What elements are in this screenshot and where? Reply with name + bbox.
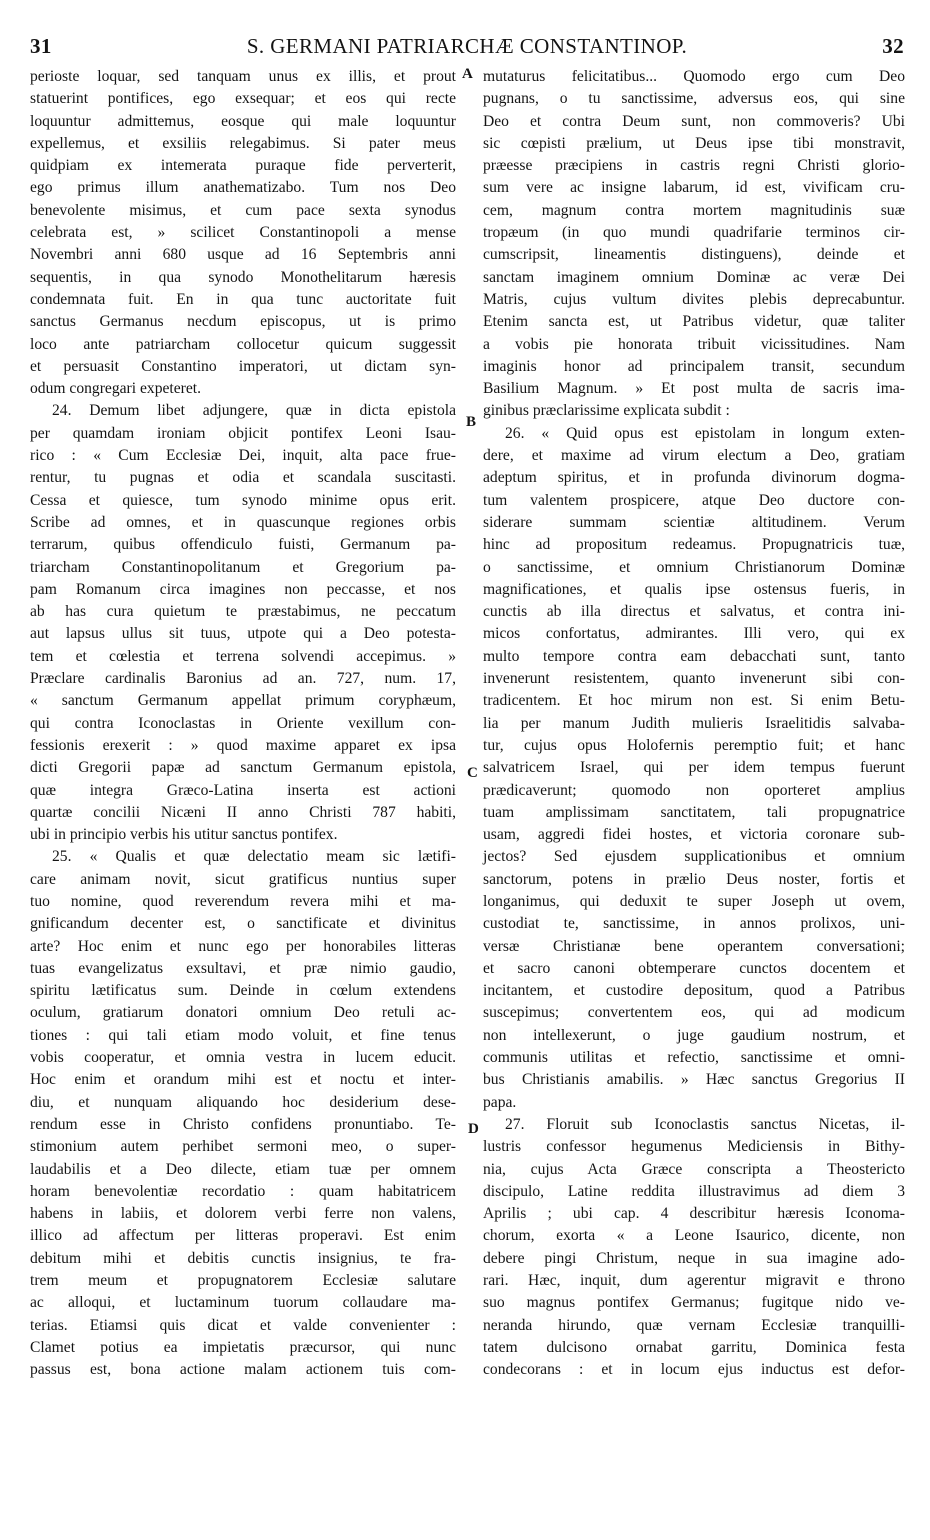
text-line: adeptum spiritus, et in profunda divinorum dogma- <box>483 469 905 487</box>
text-line: vobis cooperatur, et omnia vestra in lucem educit. <box>30 1049 456 1067</box>
page-number-right: 32 <box>882 34 904 58</box>
text-line: a vobis pie honorata tribuit vicissitudines. Nam <box>483 335 905 353</box>
text-line: lustris confessor hegumenus Mediciensis in Bithy- <box>483 1138 905 1156</box>
text-line: sequentis, in qua synodo Monothelitarum hæresis <box>30 268 456 286</box>
text-line: usam, aggredi fidei hostes, et victoria coronare sub- <box>483 826 905 844</box>
text-line: et sacro canoni obtemperare cunctos docentem et <box>483 959 905 977</box>
text-line: debere pingi Christum, neque in sua imagine ado- <box>483 1249 905 1267</box>
text-line: magnificationes, et qualis ipse ostensus fueris, in <box>483 580 905 598</box>
text-line: salvatricem Israel, qui per idem tempus fuerunt <box>483 759 905 777</box>
text-line: fessionis erexerit : » quod maxime apparet ex ipsa <box>30 736 456 754</box>
text-line: triarcham Constantinopolitanum et Gregorium pa- <box>30 558 456 576</box>
text-line: pam Romanum circa imagines non peccasse, et nos <box>30 580 456 598</box>
text-line: terias. Etiamsi quis dicat et valde convenienter : <box>30 1316 456 1334</box>
text-line: sic cœpisti prælium, ut Deus ipse tibi monstravit, <box>483 134 905 152</box>
text-line: habens in labiis, et dolorem verbi ferre non valens, <box>30 1205 456 1223</box>
text-line: Scribe ad omnes, et in quascunque regiones orbis <box>30 513 456 531</box>
text-line: Aprilis ; ubi cap. 4 describitur hæresis Iconoma- <box>483 1205 905 1223</box>
text-line: imaginis honor ad principalem transit, secundum <box>483 357 905 375</box>
text-line: ubi in principio verbis his utitur sanctus pontifex. <box>30 826 338 844</box>
text-line: 25. « Qualis et quæ delectatio meam sic lætifi- <box>52 848 456 866</box>
text-line: communis utilitas et refectio, sanctissime et omni- <box>483 1049 905 1067</box>
text-line: Deo et contra Deum sunt, non commoveris? Ubi <box>483 112 905 130</box>
text-line: statuerint pontifices, ego exsequar; et eos qui recte <box>30 90 456 108</box>
text-line: prædicaverunt; quomodo non oporteret amplius <box>483 781 905 799</box>
text-line: tiones : qui tali etiam modo voluit, et fine tenus <box>30 1026 456 1044</box>
text-line: tatem dulcisono ornabat garritu, Dominica festa <box>483 1338 905 1356</box>
text-line: lia per manum Judith mulieris Israelitidis salvaba- <box>483 714 905 732</box>
text-line: 24. Demum libet adjungere, quæ in dicta epistola <box>52 402 456 420</box>
text-line: qui contra Iconoclastas in Oriente vexillum con- <box>30 714 456 732</box>
text-line: spiritu lætificatus sum. Deinde in cœlum extendens <box>30 982 456 1000</box>
running-header <box>30 34 904 64</box>
margin-marker-c: C <box>467 765 478 781</box>
text-line: incitantem, et custodire depositum, quod a Patribus <box>483 982 905 1000</box>
text-line: trem meum et propugnatorem Ecclesiæ salutare <box>30 1272 456 1290</box>
text-line: præesse præcipiens in castris regni Christi glorio- <box>483 157 905 175</box>
text-line: multo tempore contra eam debacchati sunt, tanto <box>483 647 905 665</box>
text-line: versæ Christianæ bene operantem conversationi; <box>483 937 905 955</box>
text-line: dicti Gregorii papæ ad sanctum Germanum epistola, <box>30 759 456 777</box>
text-line: aut lapsus ullus sit tuus, utpote qui a Deo potesta- <box>30 625 456 643</box>
text-line: celebrata est, » scilicet Constantinopoli a mense <box>30 224 456 242</box>
text-line: quartæ concilii Nicæni II anno Christi 787 habiti, <box>30 803 456 821</box>
page-number-left: 31 <box>30 34 52 58</box>
text-line: non intellexerunt, o juge gaudium nostrum, et <box>483 1026 905 1044</box>
text-line: Etenim sancta est, ut Patribus videtur, quæ taliter <box>483 313 905 331</box>
text-line: invenerunt resistentem, quanto invenerunt sibi con- <box>483 670 905 688</box>
text-line: Matris, cujus vultum divites plebis deprecabuntur. <box>483 290 905 308</box>
text-line: mutaturus felicitatibus... Quomodo ergo cum Deo <box>483 68 905 85</box>
text-line: suo magnus pontifex Germanus; fugitque nido ve- <box>483 1294 905 1312</box>
text-line: custodiat te, sanctissime, in annos prolixos, uni- <box>483 915 905 933</box>
text-line: gnificandum decenter est, o sanctificate et divinitus <box>30 915 456 933</box>
text-line: chorum, exorta « a Leone Isaurico, dicente, non <box>483 1227 905 1245</box>
text-line: 26. « Quid opus est epistolam in longum exten- <box>505 424 905 442</box>
text-line: illico ad affectum per litteras properavi. Est enim <box>30 1227 456 1245</box>
text-line: quæ integra Græco-Latina inserta est actioni <box>30 781 456 799</box>
right-text-column <box>483 66 905 1382</box>
text-line: terrarum, quibus offendiculo fuisti, Germanum pa- <box>30 536 456 554</box>
text-line: Cessa et quiesce, tum synodo minime opus erit. <box>30 491 456 509</box>
text-line: rendum esse in Christo confidens pronuntiabo. Te- <box>30 1115 456 1133</box>
text-line: loco ante patriarcham collocetur quicum suggessit <box>30 335 456 353</box>
text-line: pugnans, o tu sanctissime, adversus eos, qui sine <box>483 90 905 108</box>
text-line: ginibus præclarissime explicata subdit : <box>483 402 730 420</box>
margin-marker-a: A <box>462 66 473 82</box>
text-line: quidpiam ex intemerata puraque fide perverterit, <box>30 157 456 175</box>
text-line: stimonium autem perhibet sermoni meo, o super- <box>30 1138 456 1156</box>
text-line: perioste loquar, sed tanquam unus ex illis, et prout <box>30 68 456 85</box>
text-line: sanctorum, potens in prælio Deus noster, fortis et <box>483 870 905 888</box>
text-line: rico : « Cum Ecclesiæ Dei, inquit, alta pace frue- <box>30 447 456 465</box>
text-line: debitum mihi et debitis cunctis insignius, te fra- <box>30 1249 456 1267</box>
text-line: ab has cura quietum te præstabimus, ne peccatum <box>30 603 456 621</box>
text-line: tuo nomine, quod reverendum revera mihi et ma- <box>30 892 456 910</box>
text-line: o sanctissime, et omnium Christianorum Dominæ <box>483 558 905 576</box>
text-line: condecorans : et in locum ejus inductus est defor- <box>483 1361 905 1379</box>
text-line: « sanctum Germanum appellat primum coryphæum, <box>30 692 456 710</box>
text-line: passus est, bona actione malam actionem tuis com- <box>30 1361 456 1379</box>
text-line: sanctam imaginem omnium Dominæ ac veræ Dei <box>483 268 905 286</box>
text-line: micos confortatus, admirantes. Illi vero, qui ex <box>483 625 905 643</box>
text-line: tem et cœlestia et terrena solvendi accepimus. » <box>30 647 456 665</box>
text-line: Basilium Magnum. » Et post multa de sacris ima- <box>483 380 905 398</box>
text-line: cunctis ab illa directus et salvatus, et contra ini- <box>483 603 905 621</box>
text-line: hinc ad propositum redeamus. Propugnatricis tuæ, <box>483 536 905 554</box>
text-line: rentur, tu pugnas et odia et scandala suscitasti. <box>30 469 456 487</box>
text-line: Clamet potius ea impietatis præcursor, qui nunc <box>30 1338 456 1356</box>
text-line: diu, et nunquam aliquando hoc desiderium dese- <box>30 1093 456 1111</box>
text-line: tuas evangelizatus exsultavi, et præ nimio gaudio, <box>30 959 456 977</box>
text-line: loquuntur admittemus, eosque qui male loquuntur <box>30 112 456 130</box>
text-line: sum vere ac insigne labarum, id est, vivificam cru- <box>483 179 905 197</box>
text-line: benevolente misimus, et cum pace sexta synodus <box>30 201 456 219</box>
text-line: dere, et maxime ad virum electum a Deo, gratiam <box>483 447 905 465</box>
text-line: Præclare cardinalis Baronius ad an. 727, num. 17, <box>30 670 456 688</box>
text-line: arte? Hoc enim et nunc ego per honorabiles litteras <box>30 937 456 955</box>
text-line: bus Christianis amabilis. » Hæc sanctus Gregorius II <box>483 1071 905 1089</box>
left-text-column <box>30 66 456 1382</box>
text-line: tradicentem. Et hoc mirum non est. Si enim Betu- <box>483 692 905 710</box>
text-line: odum congregari expeteret. <box>30 380 202 398</box>
text-line: tur, cujus opus Holofernis peremptio fuit; et hanc <box>483 736 905 754</box>
margin-marker-d: D <box>468 1121 479 1137</box>
text-line: ac alloqui, et luctaminum tuorum collaudare ma- <box>30 1294 456 1312</box>
text-line: laudabilis et a Deo dilecte, etiam tuæ per omnem <box>30 1160 456 1178</box>
text-line: cumscripsit, lineamentis distinguens), deinde et <box>483 246 905 264</box>
running-title: S. GERMANI PATRIARCHÆ CONSTANTINOP. <box>246 34 688 58</box>
text-line: siderare summam scientiæ altitudinem. Verum <box>483 513 905 531</box>
text-line: oculum, gratiarum donatori omnium Deo retuli ac- <box>30 1004 456 1022</box>
text-line: nia, cujus Acta Græce conscripta a Theostericto <box>483 1160 905 1178</box>
text-line: tum valentem prospicere, atque Deo ductore con- <box>483 491 905 509</box>
text-line: discipulo, Latine reddita illustravimus ad diem 3 <box>483 1182 905 1200</box>
text-line: jectos? Sed ejusdem supplicationibus et omnium <box>483 848 905 866</box>
text-line: horam benevolentiæ recordatio : quam habitatricem <box>30 1182 456 1200</box>
text-line: Novembri anni 680 usque ad 16 Septembris anni <box>30 246 456 264</box>
text-line: sanctus Germanus necdum episcopus, ut is primo <box>30 313 456 331</box>
text-line: tuam amplissimam sanctitatem, tali propugnatrice <box>483 803 905 821</box>
text-line: expellemus, et exsiliis relegabimus. Si pater meus <box>30 134 456 152</box>
text-line: et persuasit Constantino imperatori, ut dictam syn- <box>30 357 456 375</box>
text-line: longanimus, qui deduxit te super Joseph ut ovem, <box>483 892 905 910</box>
text-line: cem, magnum contra mortem magnitudinis suæ <box>483 201 905 219</box>
text-line: 27. Floruit sub Iconoclastis sanctus Nicetas, il- <box>505 1115 905 1133</box>
text-line: ego primus illum anathematizabo. Tum nos Deo <box>30 179 456 197</box>
text-line: care animam novit, sicut gratificus nuntius super <box>30 870 456 888</box>
text-line: neranda hirundo, quæ vernam Ecclesiæ tranquilli- <box>483 1316 905 1334</box>
margin-marker-b: B <box>466 414 477 430</box>
text-line: Hoc enim et orandum mihi est et noctu et inter- <box>30 1071 456 1089</box>
text-line: tropæum (in quo mundi quadrifarie terminos cir- <box>483 224 905 242</box>
text-line: per quamdam ironiam objicit pontifex Leoni Isau- <box>30 424 456 442</box>
text-line: suscepimus; convertentem eos, qui ad modicum <box>483 1004 905 1022</box>
text-line: papa. <box>483 1093 517 1111</box>
text-line: condemnata fuit. En in qua tunc auctoritate fuit <box>30 290 456 308</box>
text-line: rari. Hæc, inquit, dum agerentur migravit e throno <box>483 1272 905 1290</box>
